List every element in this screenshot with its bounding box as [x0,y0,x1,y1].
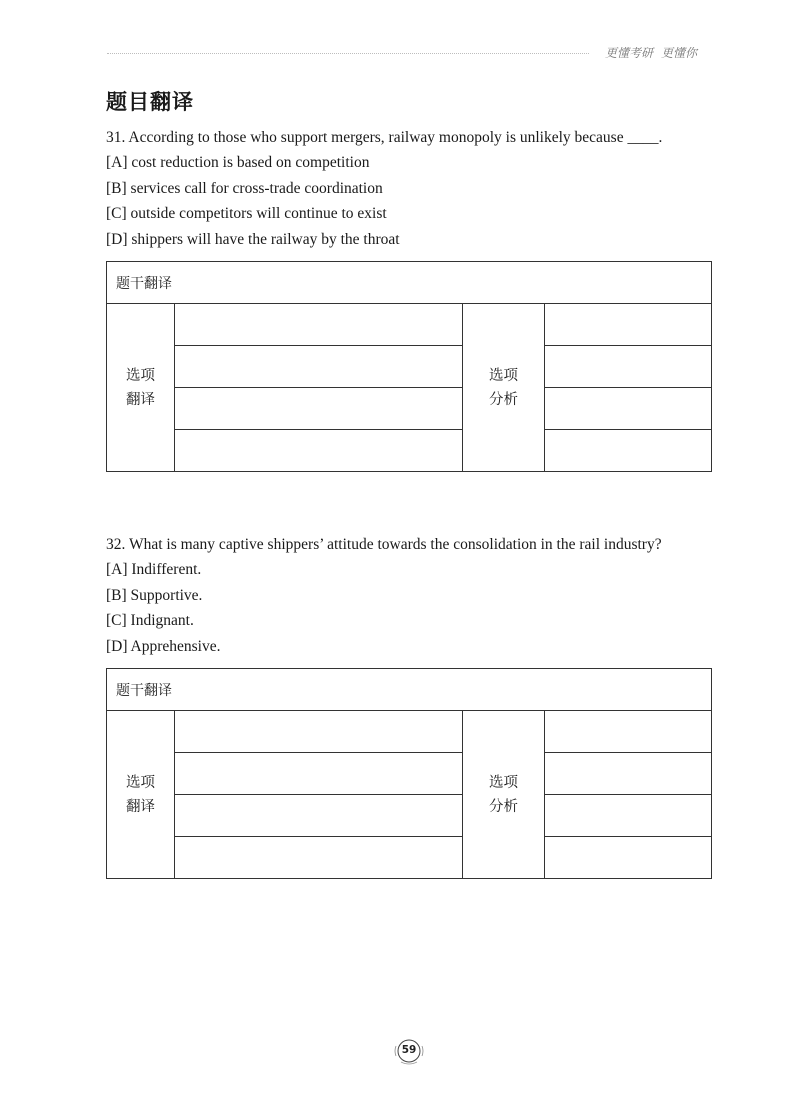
header-slogan-part-1: 更懂考研 [605,46,654,60]
option-translation-label [107,304,175,472]
option-translation-label-line-2: 翻译 [126,798,155,815]
translation-cell-a[interactable] [175,304,463,346]
option-a: [A] cost reduction is based on competition [106,154,370,172]
analysis-cell-a[interactable] [545,711,712,753]
option-translation-label-line-1: 选项 [126,774,155,791]
analysis-cell-c[interactable] [545,388,712,430]
analysis-cell-d[interactable] [545,837,712,879]
page-number-text: 59 [401,1044,417,1056]
answer-table-31 [106,261,712,472]
translation-cell-c[interactable] [175,795,463,837]
option-d: [D] shippers will have the railway by the throat [106,230,400,248]
option-translation-label-line-2: 翻译 [126,391,155,408]
translation-cell-c[interactable] [175,388,463,430]
answer-table-32 [106,668,712,879]
option-analysis-label-line-1: 选项 [489,367,518,384]
question-32 [106,532,716,659]
question-stem: 32. What is many captive shippers’ attitude towards the consolidation in the rail industry? [106,536,662,553]
stem-translation-label: 题干翻译 [107,669,712,711]
option-translation-label-line-1: 选项 [126,367,155,384]
option-translation-label [107,711,175,879]
option-b: [B] Supportive. [106,586,203,604]
option-analysis-label [463,711,545,879]
translation-cell-b[interactable] [175,753,463,795]
analysis-cell-b[interactable] [545,346,712,388]
option-c: [C] Indignant. [106,612,194,630]
option-c: [C] outside competitors will continue to exist [106,205,387,223]
option-analysis-label-line-2: 分析 [489,798,518,815]
question-stem: 31. According to those who support mergers, railway monopoly is unlikely because ____. [106,129,663,146]
translation-cell-d[interactable] [175,837,463,879]
option-analysis-label-line-2: 分析 [489,391,518,408]
analysis-cell-c[interactable] [545,795,712,837]
translation-cell-d[interactable] [175,430,463,472]
analysis-cell-d[interactable] [545,430,712,472]
analysis-cell-b[interactable] [545,753,712,795]
header-slogan-part-2: 更懂你 [661,46,698,60]
option-analysis-label [463,304,545,472]
header-rule [107,53,589,54]
translation-cell-b[interactable] [175,346,463,388]
option-b: [B] services call for cross-trade coordination [106,179,383,197]
section-title: 题目翻译 [106,90,194,114]
option-a: [A] Indifferent. [106,561,202,579]
option-d: [D] Apprehensive. [106,637,221,655]
option-analysis-label-line-1: 选项 [489,774,518,791]
page-number [392,1036,426,1066]
question-31 [106,125,716,252]
translation-cell-a[interactable] [175,711,463,753]
stem-translation-label: 题干翻译 [107,262,712,304]
header-slogan [605,44,715,61]
analysis-cell-a[interactable] [545,304,712,346]
